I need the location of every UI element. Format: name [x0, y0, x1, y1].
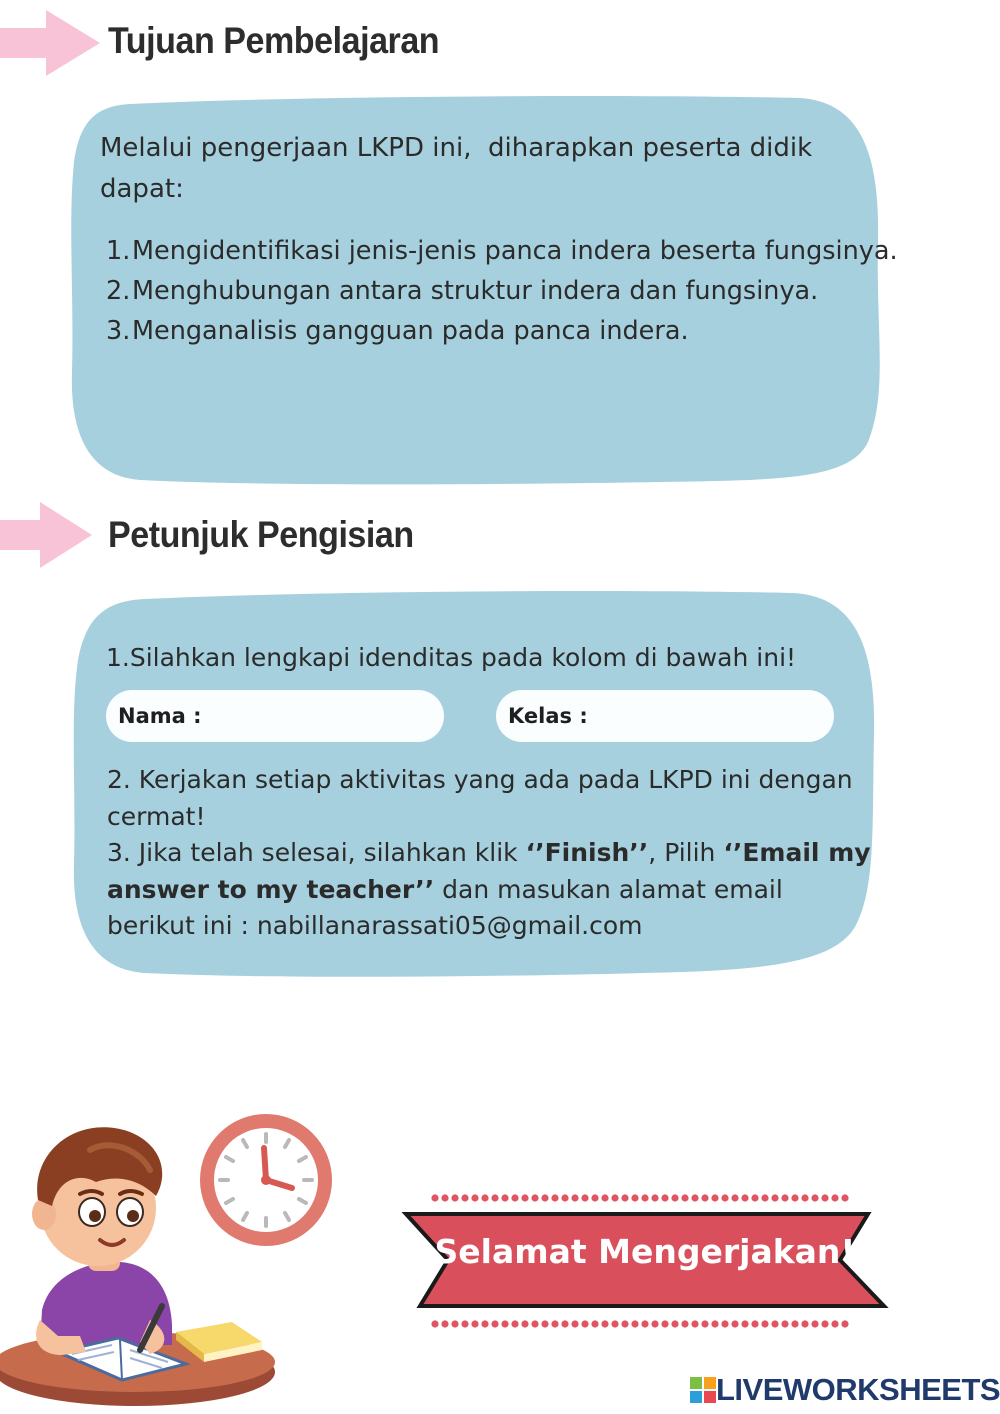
list-item-number: 1. [106, 236, 131, 266]
banner-dot [501, 1194, 508, 1201]
list-item-text: Mengidentifikasi jenis-jenis panca indera beserta fungsinya. [132, 236, 898, 266]
banner-dot [801, 1194, 808, 1201]
right-arrow-icon [0, 500, 92, 570]
banner-dot [691, 1194, 698, 1201]
banner-dot [511, 1194, 518, 1201]
banner-dot [581, 1194, 588, 1201]
banner-dot [511, 1320, 518, 1327]
banner-dot [681, 1194, 688, 1201]
banner-dot [461, 1194, 468, 1201]
banner-dot [671, 1194, 678, 1201]
class-field[interactable] [496, 690, 834, 742]
banner-dot [431, 1320, 438, 1327]
objectives-title: Tujuan Pembelajaran [108, 20, 440, 61]
objectives-intro-line1: Melalui pengerjaan LKPD ini, diharapkan peserta didik [100, 133, 813, 163]
banner-dot [471, 1194, 478, 1201]
banner-dot [811, 1320, 818, 1327]
banner-dot [491, 1320, 498, 1327]
banner-dot [491, 1194, 498, 1201]
banner-dot [711, 1320, 718, 1327]
banner-dot [621, 1320, 628, 1327]
list-item-text: Menganalisis gangguan pada panca indera. [132, 316, 689, 346]
banner-dot [731, 1320, 738, 1327]
banner-dot [481, 1194, 488, 1201]
banner-dot [481, 1320, 488, 1327]
banner-dot [751, 1194, 758, 1201]
banner-dot [771, 1320, 778, 1327]
objectives-list [106, 231, 898, 351]
banner-dot [641, 1320, 648, 1327]
email-option-keyword: ‘’Email my answer to my teacher’’ [107, 838, 871, 904]
name-field-label: Nama : [118, 704, 202, 728]
banner-dot [611, 1320, 618, 1327]
banner-dot [841, 1194, 848, 1201]
teacher-email: nabillanarassati05@gmail.com [256, 911, 643, 940]
banner-dot [501, 1320, 508, 1327]
step3-text-b: , Pilih [648, 838, 724, 867]
banner-dot [431, 1194, 438, 1201]
banner-dot [601, 1194, 608, 1201]
banner-dot [661, 1194, 668, 1201]
banner-dot [531, 1194, 538, 1201]
banner-dot [561, 1194, 568, 1201]
banner-dot [441, 1194, 448, 1201]
liveworksheets-logo [690, 1372, 1000, 1408]
banner-dot [541, 1320, 548, 1327]
banner-dot [441, 1320, 448, 1327]
banner-dot [771, 1194, 778, 1201]
banner-dot [611, 1194, 618, 1201]
banner-dot [621, 1194, 628, 1201]
name-field[interactable] [106, 690, 444, 742]
banner-dot [521, 1194, 528, 1201]
banner-dot [651, 1320, 658, 1327]
banner-dot [711, 1194, 718, 1201]
list-item-number: 2. [106, 276, 131, 306]
banner-text: Selamat Mengerjakan! [434, 1232, 856, 1271]
banner-dot [591, 1194, 598, 1201]
banner-dot [801, 1320, 808, 1327]
banner-dot [821, 1320, 828, 1327]
banner-dots-bottom [430, 1318, 850, 1330]
banner-dot [741, 1194, 748, 1201]
finish-keyword: ‘’Finish’’ [525, 838, 649, 867]
banner-dot [601, 1320, 608, 1327]
list-item-text: Menghubungan antara struktur indera dan fungsinya. [132, 276, 819, 306]
liveworksheets-brand: LIVEWORKSHEETS [716, 1372, 1000, 1407]
banner-dot [721, 1320, 728, 1327]
banner-dot [781, 1194, 788, 1201]
instructions-step1: 1.Silahkan lengkapi idenditas pada kolom di bawah ini! [106, 643, 797, 672]
list-item [106, 271, 898, 311]
banner-dot [631, 1194, 638, 1201]
list-item [106, 231, 898, 271]
banner-dot [681, 1320, 688, 1327]
banner-dot [691, 1320, 698, 1327]
banner-dot [551, 1320, 558, 1327]
liveworksheets-logo-icon [690, 1377, 716, 1403]
instructions-step3 [107, 835, 872, 945]
list-item-number: 3. [106, 316, 131, 346]
list-item [106, 311, 898, 351]
right-arrow-icon [0, 8, 100, 78]
banner-dot [461, 1320, 468, 1327]
banner-dot [571, 1320, 578, 1327]
banner-dot [701, 1320, 708, 1327]
banner-dot [831, 1320, 838, 1327]
class-field-label: Kelas : [508, 704, 588, 728]
instructions-title: Petunjuk Pengisian [108, 514, 414, 555]
banner-dot [581, 1320, 588, 1327]
banner-dot [831, 1194, 838, 1201]
banner-dot [451, 1320, 458, 1327]
step3-text-c: dan masukan alamat email berikut ini : [107, 874, 783, 940]
instructions-step2: 2. Kerjakan setiap aktivitas yang ada pada LKPD ini dengan cermat! [107, 765, 853, 831]
banner-dot [741, 1320, 748, 1327]
banner-dot [701, 1194, 708, 1201]
banner-dot [731, 1194, 738, 1201]
boy-writing-illustration [0, 1110, 280, 1410]
banner-dot [721, 1194, 728, 1201]
banner-dot [811, 1194, 818, 1201]
objectives-intro-line2: dapat: [100, 174, 184, 204]
step3-text-a: 3. Jika telah selesai, silahkan klik [107, 838, 526, 867]
banner-dot [651, 1194, 658, 1201]
banner-dot [821, 1194, 828, 1201]
banner-dot [521, 1320, 528, 1327]
banner-dot [761, 1194, 768, 1201]
banner-dot [451, 1194, 458, 1201]
banner-dot [571, 1194, 578, 1201]
banner-dot [631, 1320, 638, 1327]
banner-dot [791, 1194, 798, 1201]
banner-dot [591, 1320, 598, 1327]
banner-dot [471, 1320, 478, 1327]
banner-dot [561, 1320, 568, 1327]
banner-dot [531, 1320, 538, 1327]
banner-dot [551, 1194, 558, 1201]
banner-dot [761, 1320, 768, 1327]
banner-dot [541, 1194, 548, 1201]
banner-dot [671, 1320, 678, 1327]
banner-dot [781, 1320, 788, 1327]
banner-dot [661, 1320, 668, 1327]
banner-dots-top [430, 1192, 850, 1204]
banner-dot [641, 1194, 648, 1201]
banner-dot [791, 1320, 798, 1327]
banner-dot [841, 1320, 848, 1327]
banner-dot [751, 1320, 758, 1327]
